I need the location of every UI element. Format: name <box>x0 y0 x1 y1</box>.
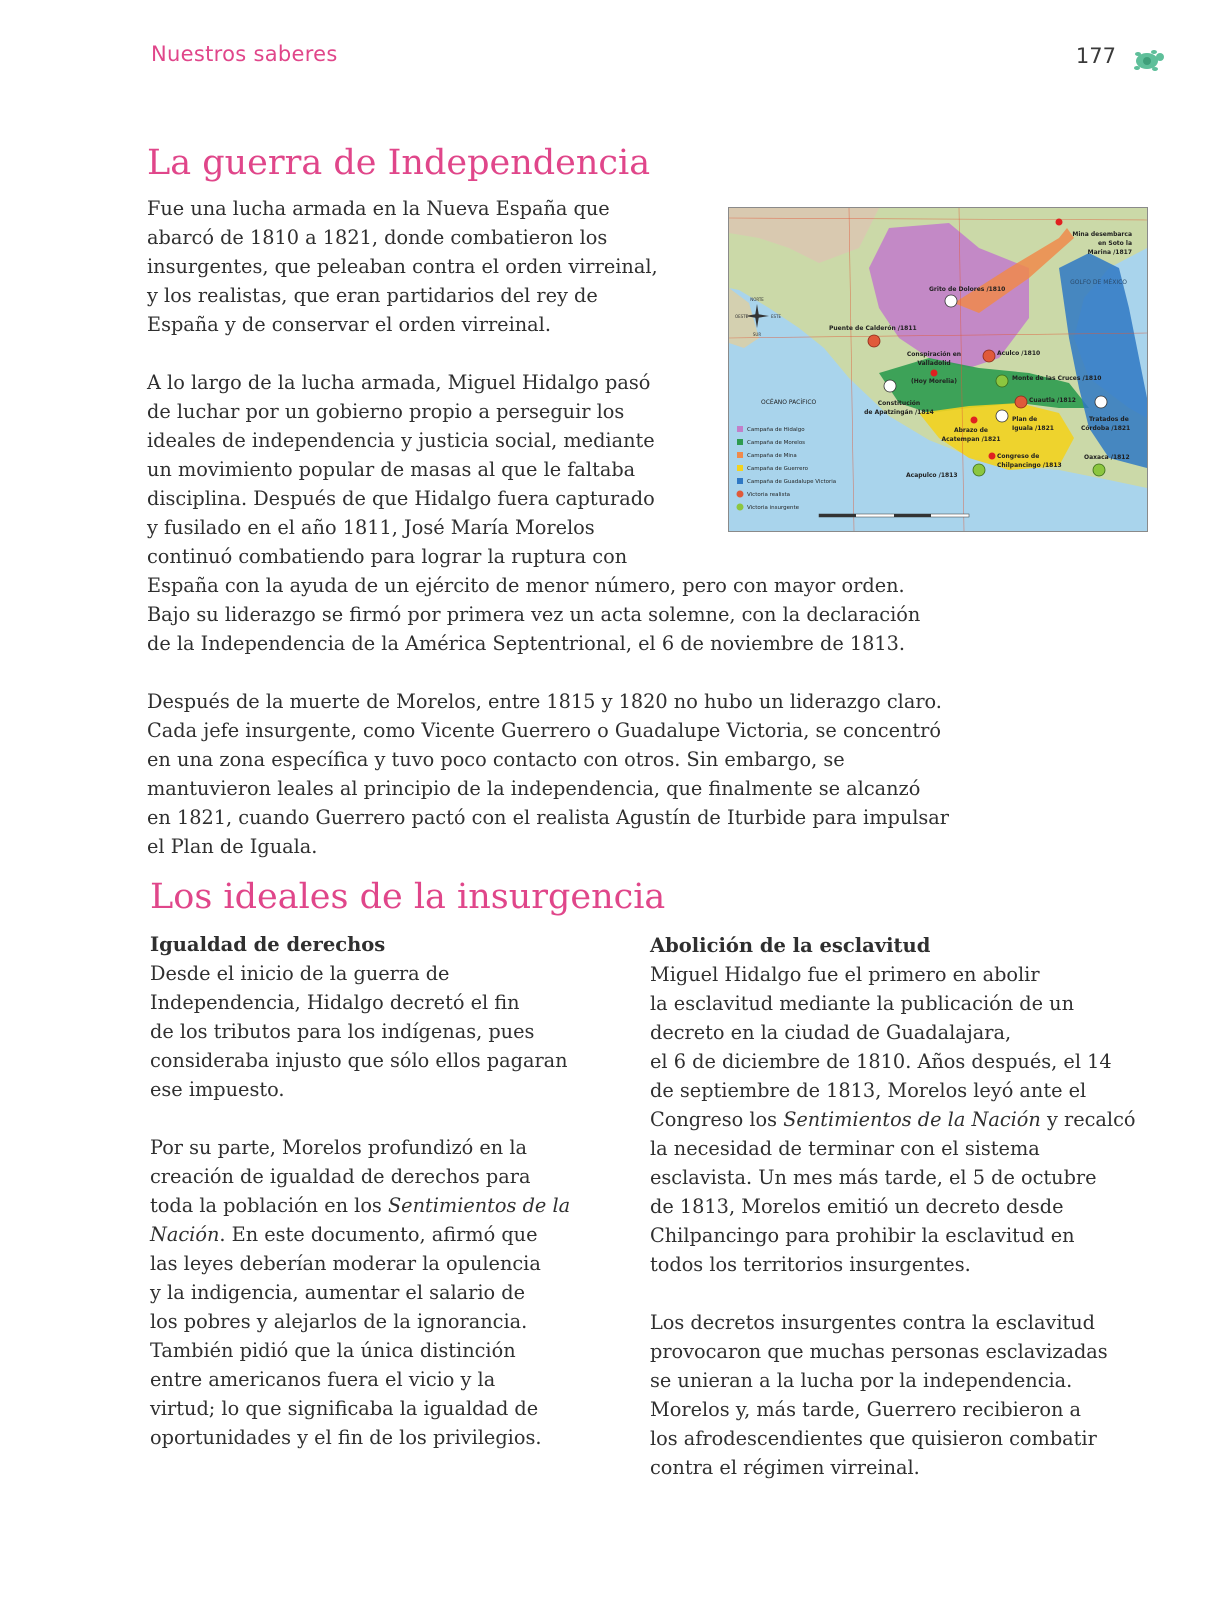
paragraph <box>147 687 1007 861</box>
svg-text:Puente de Calderón /1811: Puente de Calderón /1811 <box>829 325 917 332</box>
svg-text:Plan de: Plan de <box>1012 416 1038 423</box>
text-line: de 1813, Morelos emitió un decreto desde <box>650 1195 1064 1218</box>
italic-text: Sentimientos de la Nación <box>783 1108 1041 1131</box>
italic-text: Nación <box>150 1223 220 1246</box>
svg-text:Campaña de Hidalgo: Campaña de Hidalgo <box>747 427 805 433</box>
text-line: en una zona específica y tuvo poco contacto con otros. Sin embargo, se <box>147 748 845 771</box>
section-title: Nuestros saberes <box>151 42 338 66</box>
text-line <box>150 1191 610 1220</box>
text-line: abarcó de 1810 a 1821, donde combatieron los <box>147 226 608 249</box>
text-line: entre americanos fuera el vicio y la <box>150 1368 496 1391</box>
svg-text:Monte de las Cruces /1810: Monte de las Cruces /1810 <box>1012 375 1102 382</box>
svg-text:Grito de Dolores /1810: Grito de Dolores /1810 <box>929 286 1006 293</box>
text-line: esclavista. Un mes más tarde, el 5 de octubre <box>650 1166 1097 1189</box>
text-line: Después de la muerte de Morelos, entre 1815 y 1820 no hubo un liderazgo claro. <box>147 690 942 713</box>
svg-text:Campaña de Guerrero: Campaña de Guerrero <box>747 466 808 472</box>
text-line: de la Independencia de la América Septentrional, el 6 de noviembre de 1813. <box>147 632 906 655</box>
text-line: Morelos y, más tarde, Guerrero recibieron a <box>650 1398 1082 1421</box>
text-line: todos los territorios insurgentes. <box>650 1253 971 1276</box>
svg-text:Constitución: Constitución <box>877 400 921 407</box>
svg-text:OCÉANO PACÍFICO: OCÉANO PACÍFICO <box>761 399 817 406</box>
svg-text:SUR: SUR <box>752 332 762 337</box>
subheading-igualdad: Igualdad de derechos <box>150 933 386 956</box>
svg-text:Chilpancingo /1813: Chilpancingo /1813 <box>997 462 1062 469</box>
svg-text:de Apatzingán /1814: de Apatzingán /1814 <box>864 409 934 416</box>
text-line: las leyes deberían moderar la opulencia <box>150 1252 541 1275</box>
text-line <box>150 1220 610 1249</box>
page-number: 177 <box>1075 44 1116 68</box>
text-line: Los decretos insurgentes contra la esclavitud <box>650 1311 1096 1334</box>
text-fragment: Congreso los <box>650 1108 784 1131</box>
text-line: mantuvieron leales al principio de la independencia, que finalmente se alcanzó <box>147 777 921 800</box>
svg-text:Valladolid: Valladolid <box>917 360 951 367</box>
text-line: virtud; lo que significaba la igualdad de <box>150 1397 539 1420</box>
text-line: disciplina. Después de que Hidalgo fuera capturado <box>147 487 655 510</box>
svg-text:Campaña de Morelos: Campaña de Morelos <box>747 440 806 446</box>
text-line: de luchar por un gobierno propio a perseguir los <box>147 400 625 423</box>
text-line: Fue una lucha armada en la Nueva España que <box>147 197 610 220</box>
svg-text:Victoria insurgente: Victoria insurgente <box>747 505 800 511</box>
svg-text:NORTE: NORTE <box>750 297 764 302</box>
text-line: Cada jefe insurgente, como Vicente Guerrero o Guadalupe Victoria, se concentró <box>147 719 941 742</box>
svg-text:Acapulco /1813: Acapulco /1813 <box>906 472 958 479</box>
svg-text:Acatempan /1821: Acatempan /1821 <box>941 436 1001 443</box>
text-line: ese impuesto. <box>150 1078 285 1101</box>
text-line: Independencia, Hidalgo decretó el fin <box>150 991 520 1014</box>
text-line: el 6 de diciembre de 1810. Años después, el 14 <box>650 1050 1112 1073</box>
text-line: el Plan de Iguala. <box>147 835 318 858</box>
text-fragment: toda la población en los <box>150 1194 388 1217</box>
svg-text:Aculco /1810: Aculco /1810 <box>997 350 1041 357</box>
svg-text:Iguala /1821: Iguala /1821 <box>1012 425 1054 432</box>
text-line: provocaron que muchas personas esclavizadas <box>650 1340 1108 1363</box>
heading-guerra-independencia: La guerra de Independencia <box>147 143 651 183</box>
scale-bar <box>819 514 969 517</box>
text-line: de los tributos para los indígenas, pues <box>150 1020 535 1043</box>
heading-ideales-insurgencia: Los ideales de la insurgencia <box>150 877 666 917</box>
paragraph <box>150 959 610 1104</box>
italic-text: Sentimientos de la <box>387 1194 571 1217</box>
right-column <box>650 931 1136 1482</box>
svg-text:Campaña de Guadalupe Victoria: Campaña de Guadalupe Victoria <box>747 479 837 485</box>
paragraph <box>650 1308 1130 1482</box>
text-line: los afrodescendientes que quisieron combatir <box>650 1427 1097 1450</box>
svg-text:en Soto la: en Soto la <box>1097 240 1132 247</box>
svg-text:Victoria realista: Victoria realista <box>747 492 790 498</box>
turtle-icon <box>1128 46 1166 74</box>
svg-text:Cuautla /1812: Cuautla /1812 <box>1029 397 1076 404</box>
text-line: un movimiento popular de masas al que le faltaba <box>147 458 636 481</box>
text-fragment: y recalcó <box>1040 1108 1136 1131</box>
svg-text:ESTE: ESTE <box>771 314 782 319</box>
text-line: España y de conservar el orden virreinal. <box>147 313 551 336</box>
svg-text:Congreso de: Congreso de <box>997 453 1040 460</box>
text-line: de septiembre de 1813, Morelos leyó ante el <box>650 1079 1087 1102</box>
text-line: Desde el inicio de la guerra de <box>150 962 450 985</box>
text-line <box>650 1105 1136 1134</box>
text-fragment: . En este documento, afirmó que <box>219 1223 538 1246</box>
text-line: Bajo su liderazgo se firmó por primera vez un acta solemne, con la declaración <box>147 603 921 626</box>
text-line: Chilpancingo para prohibir la esclavitud en <box>650 1224 1075 1247</box>
svg-text:Marina /1817: Marina /1817 <box>1087 249 1132 256</box>
svg-text:Tratados de: Tratados de <box>1089 416 1129 423</box>
left-column <box>150 930 610 1452</box>
paragraph <box>650 960 1136 1279</box>
svg-text:(Hoy Morelia): (Hoy Morelia) <box>911 378 957 385</box>
text-line: se unieran a la lucha por la independencia. <box>650 1369 1073 1392</box>
text-line: los pobres y alejarlos de la ignorancia. <box>150 1310 528 1333</box>
independence-war-map <box>728 207 1148 532</box>
text-line: oportunidades y el fin de los privilegios. <box>150 1426 542 1449</box>
text-line: insurgentes, que peleaban contra el orden virreinal, <box>147 255 658 278</box>
text-line: en 1821, cuando Guerrero pactó con el realista Agustín de Iturbide para impulsar <box>147 806 950 829</box>
paragraph <box>150 1133 610 1452</box>
subheading-abolicion: Abolición de la esclavitud <box>650 934 931 957</box>
text-line: ideales de independencia y justicia social, mediante <box>147 429 655 452</box>
text-line: España con la ayuda de un ejército de menor número, pero con mayor orden. <box>147 574 905 597</box>
svg-text:Mina desembarca: Mina desembarca <box>1072 231 1132 238</box>
text-line: decreto en la ciudad de Guadalajara, <box>650 1021 1012 1044</box>
svg-text:Campaña de Mina: Campaña de Mina <box>747 453 797 459</box>
text-line: contra el régimen virreinal. <box>650 1456 920 1479</box>
svg-text:GOLFO DE MÉXICO: GOLFO DE MÉXICO <box>1070 279 1127 286</box>
text-line: la esclavitud mediante la publicación de un <box>650 992 1075 1015</box>
text-line: y los realistas, que eran partidarios del rey de <box>147 284 598 307</box>
svg-text:OESTE: OESTE <box>735 314 749 319</box>
text-line: continuó combatiendo para lograr la ruptura con <box>147 545 628 568</box>
text-line: y fusilado en el año 1811, José María Morelos <box>147 516 595 539</box>
text-line: y la indigencia, aumentar el salario de <box>150 1281 526 1304</box>
svg-text:Oaxaca /1812: Oaxaca /1812 <box>1084 454 1130 461</box>
text-line: A lo largo de la lucha armada, Miguel Hidalgo pasó <box>147 371 651 394</box>
svg-text:Conspiración en: Conspiración en <box>906 351 962 358</box>
text-line: consideraba injusto que sólo ellos pagaran <box>150 1049 568 1072</box>
text-fragment: creación de igualdad de derechos para <box>150 1165 531 1188</box>
text-line: Miguel Hidalgo fue el primero en abolir <box>650 963 1040 986</box>
text-line: También pidió que la única distinción <box>150 1339 516 1362</box>
text-line: la necesidad de terminar con el sistema <box>650 1137 1040 1160</box>
svg-text:Abrazo de: Abrazo de <box>953 427 989 434</box>
text-fragment: Por su parte, Morelos profundizó en la <box>150 1136 528 1159</box>
svg-text:Córdoba /1821: Córdoba /1821 <box>1081 425 1131 432</box>
